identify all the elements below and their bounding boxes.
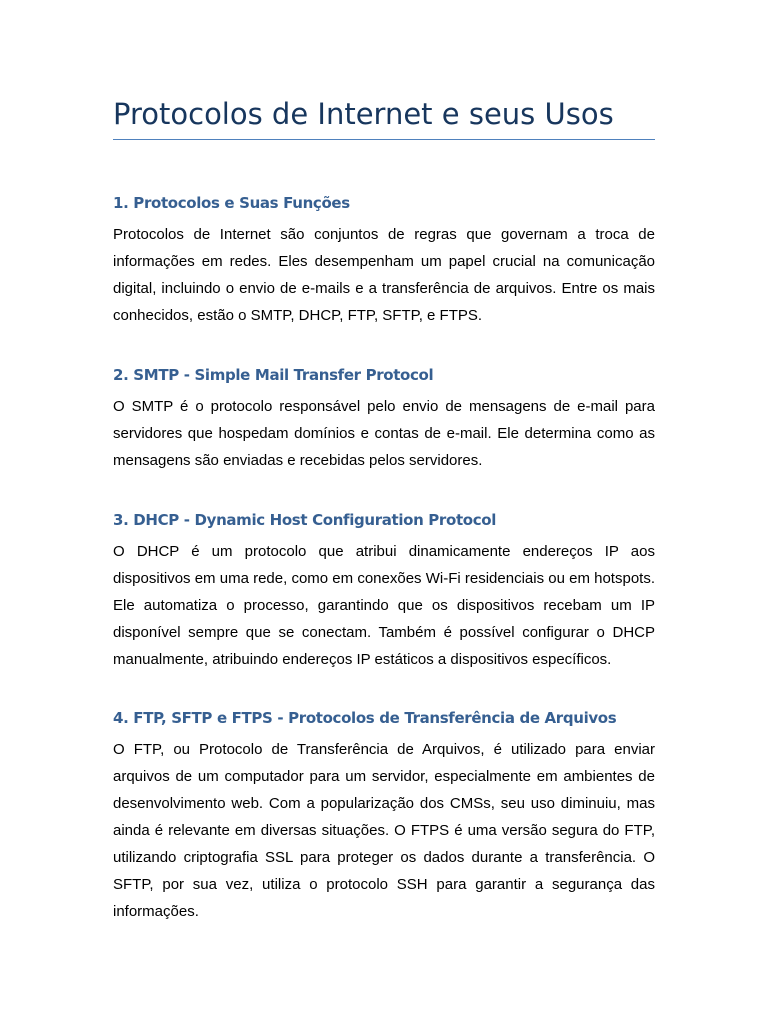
section-dhcp: [113, 507, 655, 673]
section-paragraph: O DHCP é um protocolo que atribui dinamicamente endereços IP aos dispositivos em uma rede, como em conexões Wi-Fi residenciais ou em hotspots. Ele automatiza o processo, garantindo que os dispositivos recebam um IP disponível sempre que se conectam. Também é possível configurar o DHCP manualmente, atribuindo endereços IP estáticos a dispositivos específicos.: [113, 543, 655, 668]
title-underline: [113, 139, 655, 140]
section-heading: 2. SMTP - Simple Mail Transfer Protocol: [113, 366, 434, 384]
section-paragraph: Protocolos de Internet são conjuntos de regras que governam a troca de informações em redes. Eles desempenham um papel crucial na comunicação digital, incluindo o envio de e-mails e a transferência de arquivos. Entre os mais conhecidos, estão o SMTP, DHCP, FTP, SFTP, e FTPS.: [113, 226, 655, 324]
document-title: Protocolos de Internet e seus Usos: [113, 97, 614, 131]
section-heading: 1. Protocolos e Suas Funções: [113, 194, 350, 212]
section-heading: 4. FTP, SFTP e FTPS - Protocolos de Transferência de Arquivos: [113, 709, 617, 727]
section-paragraph: O FTP, ou Protocolo de Transferência de Arquivos, é utilizado para enviar arquivos de um computador para um servidor, especialmente em ambientes de desenvolvimento web. Com a popularização dos CMSs, seu uso diminuiu, mas ainda é relevante em diversas situações. O FTPS é uma versão segura do FTP, utilizando criptografia SSL para proteger os dados durante a transferência. O SFTP, por sua vez, utiliza o protocolo SSH para garantir a segurança das informações.: [113, 741, 655, 920]
section-protocolos-funcoes: [113, 190, 655, 329]
section-smtp: [113, 362, 655, 474]
section-paragraph: O SMTP é o protocolo responsável pelo envio de mensagens de e-mail para servidores que hospedam domínios e contas de e-mail. Ele determina como as mensagens são enviadas e recebidas pelos servidores.: [113, 398, 655, 469]
section-ftp-sftp-ftps: [113, 705, 655, 925]
section-heading: 3. DHCP - Dynamic Host Configuration Protocol: [113, 511, 497, 529]
